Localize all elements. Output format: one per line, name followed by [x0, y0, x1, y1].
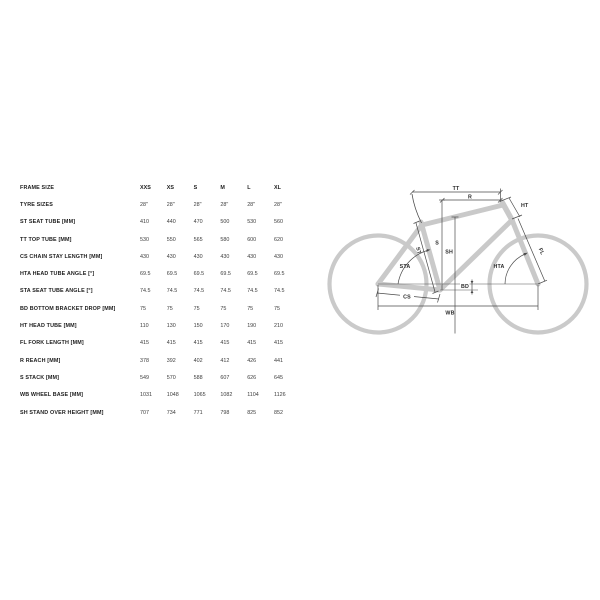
seat-tube-label: ST [414, 246, 422, 255]
row-value: 588 [193, 374, 203, 381]
row-value: 565 [193, 236, 203, 243]
row-label: TT TOP TUBE [MM] [20, 236, 72, 243]
size-column-header: XL [273, 184, 281, 191]
row-value: 69.5 [140, 271, 151, 278]
row-value: 74.5 [273, 288, 285, 295]
row-value: 430 [140, 253, 149, 260]
row-value: 626 [247, 374, 257, 381]
row-value: 412 [220, 357, 230, 364]
row-value: 580 [220, 236, 230, 243]
row-value: 430 [193, 253, 203, 260]
size-column-header: L [247, 184, 251, 191]
row-value: 74.5 [140, 288, 151, 295]
row-value: 170 [220, 323, 230, 330]
row-label: R REACH [MM] [20, 357, 61, 364]
row-value: 402 [193, 357, 203, 364]
row-value: 430 [166, 253, 176, 260]
seat-tube [421, 222, 440, 290]
row-value: 74.5 [193, 288, 205, 295]
tt-label: TT [452, 186, 460, 192]
standover-label: SH [445, 249, 453, 256]
table-row [20, 283, 286, 300]
table-row [20, 265, 286, 282]
row-value: 28" [247, 201, 256, 208]
table-row [20, 231, 286, 248]
row-value: 28" [220, 201, 229, 208]
table-row [20, 352, 286, 369]
row-label: TYRE SIZES [20, 201, 53, 208]
reach-label: R [467, 194, 473, 201]
row-value: 500 [220, 219, 230, 226]
row-value: 825 [247, 409, 257, 416]
row-value: 440 [166, 219, 176, 226]
row-value: 734 [166, 409, 176, 416]
row-value: 1048 [166, 392, 179, 399]
size-column-header: S [193, 184, 198, 191]
row-value: 28" [273, 201, 282, 208]
row-label: HTA HEAD TUBE ANGLE [°] [20, 271, 95, 278]
table-row [20, 369, 286, 386]
row-value: 645 [273, 374, 283, 381]
geometry-table [20, 179, 286, 421]
row-value: 530 [140, 236, 149, 243]
row-value: 69.5 [193, 271, 205, 278]
row-value: 570 [166, 374, 176, 381]
row-value: 600 [247, 236, 257, 243]
fork-tube [512, 220, 538, 284]
stack-label: S [435, 240, 439, 247]
size-column-header: XS [166, 184, 174, 191]
row-value: 75 [273, 305, 280, 312]
row-value: 378 [140, 357, 149, 364]
row-value: 110 [140, 323, 149, 330]
row-label: STA SEAT TUBE ANGLE [°] [20, 288, 93, 295]
row-label: HT HEAD TUBE [MM] [20, 323, 77, 330]
row-value: 620 [273, 236, 283, 243]
row-value: 75 [247, 305, 254, 312]
chain-stay-label: CS [403, 294, 411, 301]
row-value: 190 [247, 323, 257, 330]
row-value: 852 [273, 409, 283, 416]
row-value: 28" [166, 201, 175, 208]
row-value: 430 [220, 253, 230, 260]
row-value: 150 [193, 323, 203, 330]
seatpost-extension-line [412, 194, 422, 223]
row-value: 430 [247, 253, 257, 260]
row-value: 707 [140, 409, 149, 416]
row-value: 430 [273, 253, 283, 260]
row-label: FL FORK LENGTH [MM] [20, 340, 84, 347]
row-label: ST SEAT TUBE [MM] [20, 219, 76, 226]
table-row [20, 335, 286, 352]
row-value: 550 [166, 236, 176, 243]
row-value: 530 [247, 219, 257, 226]
row-value: 470 [193, 219, 203, 226]
row-value: 75 [193, 305, 200, 312]
row-value: 441 [273, 357, 283, 364]
row-value: 1031 [140, 392, 152, 399]
row-value: 74.5 [220, 288, 231, 295]
table-row [20, 404, 286, 421]
row-value: 130 [166, 323, 176, 330]
row-value: 1082 [220, 392, 233, 399]
table-row [20, 196, 286, 213]
row-value: 415 [247, 340, 257, 347]
row-value: 798 [220, 409, 230, 416]
row-value: 75 [140, 305, 146, 312]
row-value: 1065 [193, 392, 206, 399]
row-value: 69.5 [273, 271, 285, 278]
row-value: 28" [193, 201, 202, 208]
row-label: CS CHAIN STAY LENGTH [MM] [20, 253, 103, 260]
row-value: 426 [247, 357, 257, 364]
row-value: 1104 [247, 392, 259, 399]
row-value: 74.5 [247, 288, 258, 295]
bb-drop-arrow-up [471, 290, 474, 293]
row-label: BD BOTTOM BRACKET DROP [MM] [20, 305, 116, 312]
row-value: 75 [220, 305, 227, 312]
row-value: 69.5 [247, 271, 258, 278]
head-angle-arc [505, 254, 525, 284]
row-value: 392 [166, 357, 176, 364]
table-row [20, 248, 286, 265]
row-value: 415 [193, 340, 203, 347]
table-header-row [20, 179, 286, 196]
row-value: 415 [273, 340, 283, 347]
row-value: 415 [140, 340, 149, 347]
chain-stay-tube [378, 284, 440, 290]
row-value: 69.5 [220, 271, 231, 278]
bb-drop-arrow-down [471, 281, 474, 284]
row-value: 210 [273, 323, 283, 330]
row-label: FRAME SIZE [20, 184, 55, 191]
row-value: 415 [220, 340, 230, 347]
fork-length-label: FL [536, 247, 546, 256]
table-row [20, 317, 286, 334]
row-label: WB WHEEL BASE [MM] [20, 392, 84, 399]
seat-angle-label: STA [399, 264, 411, 270]
row-value: 75 [166, 305, 173, 312]
bb-drop-label: BD [460, 284, 469, 290]
row-value: 28" [140, 201, 148, 208]
bike-diagram [320, 170, 600, 340]
row-value: 69.5 [166, 271, 178, 278]
row-value: 560 [273, 219, 283, 226]
top-tube [422, 205, 503, 225]
row-label: SH STAND OVER HEIGHT [MM] [20, 409, 104, 416]
table-row [20, 387, 286, 404]
row-value: 607 [220, 374, 230, 381]
head-tube-label: HT [521, 203, 529, 209]
row-value: 1126 [273, 392, 286, 399]
table-row [20, 214, 286, 231]
table-row [20, 300, 286, 317]
size-column-header: XXS [140, 184, 151, 191]
head-tube [502, 202, 512, 220]
wheel-base-label: WB [445, 310, 455, 317]
row-value: 771 [193, 409, 203, 416]
head-angle-label: HTA [493, 264, 505, 270]
size-column-header: M [220, 184, 225, 191]
row-value: 415 [166, 340, 176, 347]
row-value: 549 [140, 374, 149, 381]
row-label: S STACK [MM] [20, 374, 60, 381]
row-value: 74.5 [166, 288, 178, 295]
row-value: 410 [140, 219, 149, 226]
